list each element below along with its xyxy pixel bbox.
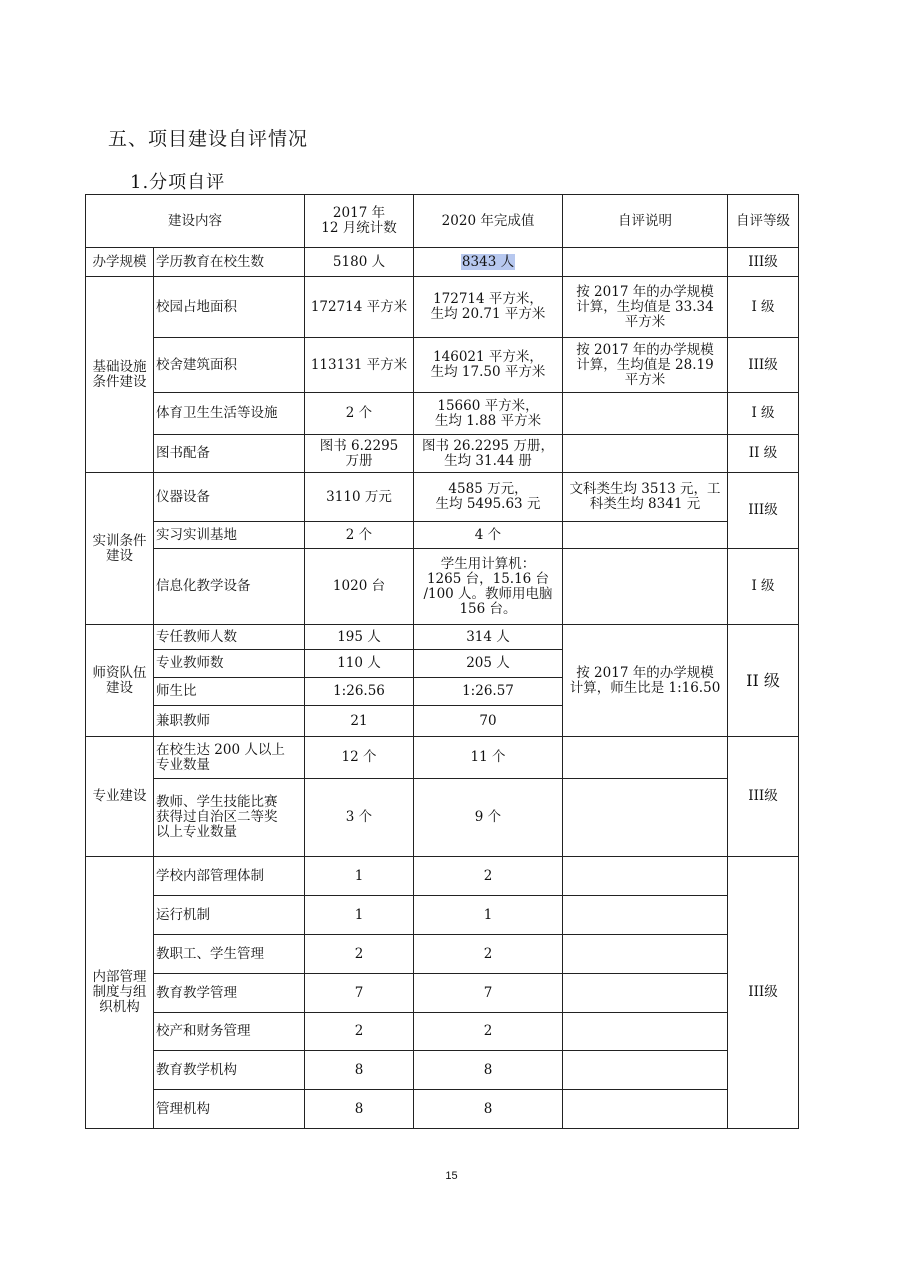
- value-2017-cell: 2 个: [305, 522, 414, 549]
- header-2017: 2017 年 12 月统计数: [305, 195, 414, 248]
- item-cell: 仪器设备: [154, 473, 305, 522]
- highlighted-value: 8343 人: [461, 253, 515, 270]
- item-cell: 专业教师数: [154, 650, 305, 678]
- table-row: [86, 857, 799, 896]
- value-2017-cell: 2: [305, 935, 414, 974]
- remark-cell: 按 2017 年的办学规模 计算，生均值是 33.34 平方米: [563, 277, 728, 338]
- value-2020-cell: 11 个: [414, 737, 563, 779]
- table-row: [86, 1090, 799, 1129]
- category-cell: 师资队伍 建设: [86, 625, 154, 737]
- table-row: [86, 625, 799, 650]
- remark-cell: 文科类生均 3513 元，工 科类生均 8341 元: [563, 473, 728, 522]
- table-row: [86, 435, 799, 473]
- value-2020-cell: 70: [414, 706, 563, 737]
- value-2020-cell: 1: [414, 896, 563, 935]
- value-2017-cell: 21: [305, 706, 414, 737]
- table-row: [86, 779, 799, 857]
- category-cell: 基础设施 条件建设: [86, 277, 154, 473]
- item-cell: 教育教学管理: [154, 974, 305, 1013]
- category-cell: 办学规模: [86, 248, 154, 277]
- value-2017-cell: 110 人: [305, 650, 414, 678]
- value-2017-cell: 12 个: [305, 737, 414, 779]
- value-2020-cell: 146021 平方米， 生均 17.50 平方米: [414, 338, 563, 393]
- remark-cell: [563, 1090, 728, 1129]
- remark-cell: [563, 857, 728, 896]
- value-2017-cell: 1: [305, 857, 414, 896]
- table-header-row: [86, 195, 799, 248]
- remark-cell: [563, 779, 728, 857]
- item-cell: 教职工、学生管理: [154, 935, 305, 974]
- value-2020-cell: 1:26.57: [414, 678, 563, 706]
- item-cell: 运行机制: [154, 896, 305, 935]
- value-2020-cell: 2: [414, 1013, 563, 1051]
- value-2020-cell: [414, 248, 563, 277]
- subsection-title: 1.分项自评: [130, 172, 226, 193]
- item-cell: 体育卫生生活等设施: [154, 393, 305, 435]
- value-2020-cell: 8: [414, 1090, 563, 1129]
- grade-cell: III级: [728, 857, 799, 1129]
- header-grade: 自评等级: [728, 195, 799, 248]
- item-cell: 师生比: [154, 678, 305, 706]
- item-cell: 实习实训基地: [154, 522, 305, 549]
- value-2020-cell: 学生用计算机： 1265 台，15.16 台 /100 人。教师用电脑 156 台。: [414, 549, 563, 625]
- value-2017-cell: 图书 6.2295 万册: [305, 435, 414, 473]
- remark-cell: [563, 974, 728, 1013]
- value-2020-cell: 314 人: [414, 625, 563, 650]
- grade-cell: II 级: [728, 435, 799, 473]
- value-2017-cell: 1: [305, 896, 414, 935]
- value-2020-cell: 2: [414, 935, 563, 974]
- category-cell: 专业建设: [86, 737, 154, 857]
- value-2017-cell: 195 人: [305, 625, 414, 650]
- self-evaluation-table: [85, 194, 799, 1129]
- value-2020-cell: 8: [414, 1051, 563, 1090]
- remark-cell: [563, 737, 728, 779]
- page-number: 15: [445, 1170, 458, 1182]
- table-row: [86, 1013, 799, 1051]
- table-row: [86, 393, 799, 435]
- value-2017-cell: 5180 人: [305, 248, 414, 277]
- value-2017-cell: 8: [305, 1051, 414, 1090]
- remark-cell: [563, 1013, 728, 1051]
- table-row: [86, 896, 799, 935]
- table-row: [86, 473, 799, 522]
- grade-cell: I 级: [728, 277, 799, 338]
- value-2020-cell: 4585 万元， 生均 5495.63 元: [414, 473, 563, 522]
- table-row: [86, 248, 799, 277]
- grade-cell: III级: [728, 737, 799, 857]
- remark-cell: [563, 435, 728, 473]
- value-2020-cell: 15660 平方米， 生均 1.88 平方米: [414, 393, 563, 435]
- section-title: 五、项目建设自评情况: [108, 128, 309, 150]
- table-row: [86, 737, 799, 779]
- table-row: [86, 277, 799, 338]
- value-2020-cell: 9 个: [414, 779, 563, 857]
- item-cell: 专任教师人数: [154, 625, 305, 650]
- value-2020-cell: 4 个: [414, 522, 563, 549]
- item-cell: 在校生达 200 人以上 专业数量: [154, 737, 305, 779]
- remark-cell: [563, 549, 728, 625]
- item-cell: 学校内部管理体制: [154, 857, 305, 896]
- remark-cell: [563, 393, 728, 435]
- value-2020-cell: 7: [414, 974, 563, 1013]
- grade-cell: III级: [728, 338, 799, 393]
- item-cell: 兼职教师: [154, 706, 305, 737]
- category-cell: 实训条件 建设: [86, 473, 154, 625]
- header-content: 建设内容: [86, 195, 305, 248]
- grade-cell: III级: [728, 473, 799, 549]
- value-2017-cell: 7: [305, 974, 414, 1013]
- value-2017-cell: 113131 平方米: [305, 338, 414, 393]
- value-2020-cell: 205 人: [414, 650, 563, 678]
- value-2017-cell: 3110 万元: [305, 473, 414, 522]
- grade-cell: III级: [728, 248, 799, 277]
- item-cell: 学历教育在校生数: [154, 248, 305, 277]
- grade-cell: I 级: [728, 549, 799, 625]
- table-row: [86, 522, 799, 549]
- value-2020-cell: 172714 平方米， 生均 20.71 平方米: [414, 277, 563, 338]
- item-cell: 校产和财务管理: [154, 1013, 305, 1051]
- value-2020-cell: 2: [414, 857, 563, 896]
- header-remark: 自评说明: [563, 195, 728, 248]
- item-cell: 校园占地面积: [154, 277, 305, 338]
- value-2017-cell: 2 个: [305, 393, 414, 435]
- item-cell: 图书配备: [154, 435, 305, 473]
- item-cell: 管理机构: [154, 1090, 305, 1129]
- remark-cell: [563, 935, 728, 974]
- remark-cell: [563, 896, 728, 935]
- grade-cell: II 级: [728, 625, 799, 737]
- remark-cell: [563, 248, 728, 277]
- value-2017-cell: 1:26.56: [305, 678, 414, 706]
- item-cell: 信息化教学设备: [154, 549, 305, 625]
- remark-cell: 按 2017 年的办学规模 计算，师生比是 1:16.50: [563, 625, 728, 737]
- value-2017-cell: 1020 台: [305, 549, 414, 625]
- item-cell: 校舍建筑面积: [154, 338, 305, 393]
- remark-cell: [563, 1051, 728, 1090]
- category-cell: 内部管理 制度与组 织机构: [86, 857, 154, 1129]
- item-cell: 教育教学机构: [154, 1051, 305, 1090]
- value-2017-cell: 172714 平方米: [305, 277, 414, 338]
- remark-cell: [563, 522, 728, 549]
- table-row: [86, 935, 799, 974]
- item-cell: 教师、学生技能比赛 获得过自治区二等奖 以上专业数量: [154, 779, 305, 857]
- table-row: [86, 338, 799, 393]
- table-row: [86, 974, 799, 1013]
- header-2020: 2020 年完成值: [414, 195, 563, 248]
- value-2020-cell: 图书 26.2295 万册， 生均 31.44 册: [414, 435, 563, 473]
- table-row: [86, 1051, 799, 1090]
- grade-cell: I 级: [728, 393, 799, 435]
- table-row: [86, 549, 799, 625]
- value-2017-cell: 2: [305, 1013, 414, 1051]
- value-2017-cell: 3 个: [305, 779, 414, 857]
- value-2017-cell: 8: [305, 1090, 414, 1129]
- remark-cell: 按 2017 年的办学规模 计算，生均值是 28.19 平方米: [563, 338, 728, 393]
